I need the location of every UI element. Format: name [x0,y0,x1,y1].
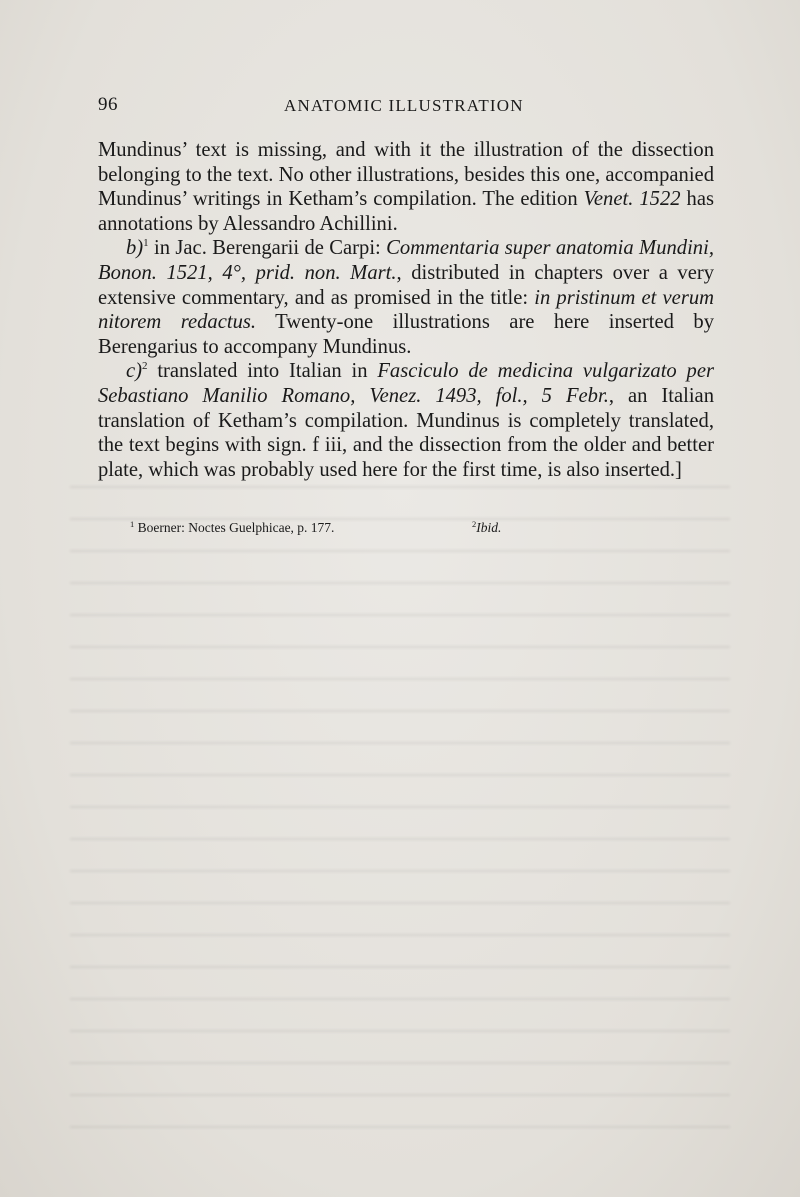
footnote-ref-2: 2 [142,360,148,373]
footnote-2: $^2$Ibid. [472,519,502,535]
page-number: 96 [98,94,118,115]
item-label-c: c) [126,360,142,383]
running-head: ANATOMIC ILLUSTRATION [284,96,524,115]
body-text [98,138,714,482]
paragraph-2: b)$^1$ in Jac. Berengarii de Carpi: Commentaria super anatomia Mundini, Bonon. 1521, 4°, prid. non. Mart., distributed in chapters over a very extensive commentary, and as promised in the title: in pristinum et verum nitorem redactus. Twenty-one illustrations are here inserted by Berengarius to accompany Mundinus. [98,237,715,358]
edition-reference: Venet. 1522 [583,188,681,211]
work-title: Commentaria super anatomia Mundini, Bonon. 1521, 4°, prid. non. Mart. [98,237,714,284]
title-quote: in pristinum et verum nitorem redactus. [98,286,715,334]
paragraph-1: Mundinus’ text is missing, and with it the illustration of the dissection belonging to the text. No other illustrations, besides this one, accompanied Mundinus’ writings in Ketham’s compilation. The edition Venet. 1522 has annotations by Alessandro Achillini. [98,139,714,235]
item-label-b: b) [126,237,144,260]
show-through-text [70,470,730,1130]
page-header [98,94,714,118]
footnote-1: $^1$ Boerner: Noctes Guelphicae, p. 177. [130,519,335,535]
work-title: Fasciculo de medicina vulgarizato per Sebastiano Manilio Romano, Venez. 1493, fol., 5 Febr. [98,360,714,407]
footnote-ref-1: 1 [143,237,149,250]
paragraph-3: c)$^2$ translated into Italian in Fasciculo de medicina vulgarizato per Sebastiano Manilio Romano, Venez. 1493, fol., 5 Febr., an Italian translation of Ketham’s compilation. Mundinus is completely translated, the text begins with sign. f iii, and the dissection from the older and better plate, which was probably used here for the first time, is also inserted.] [98,360,714,481]
